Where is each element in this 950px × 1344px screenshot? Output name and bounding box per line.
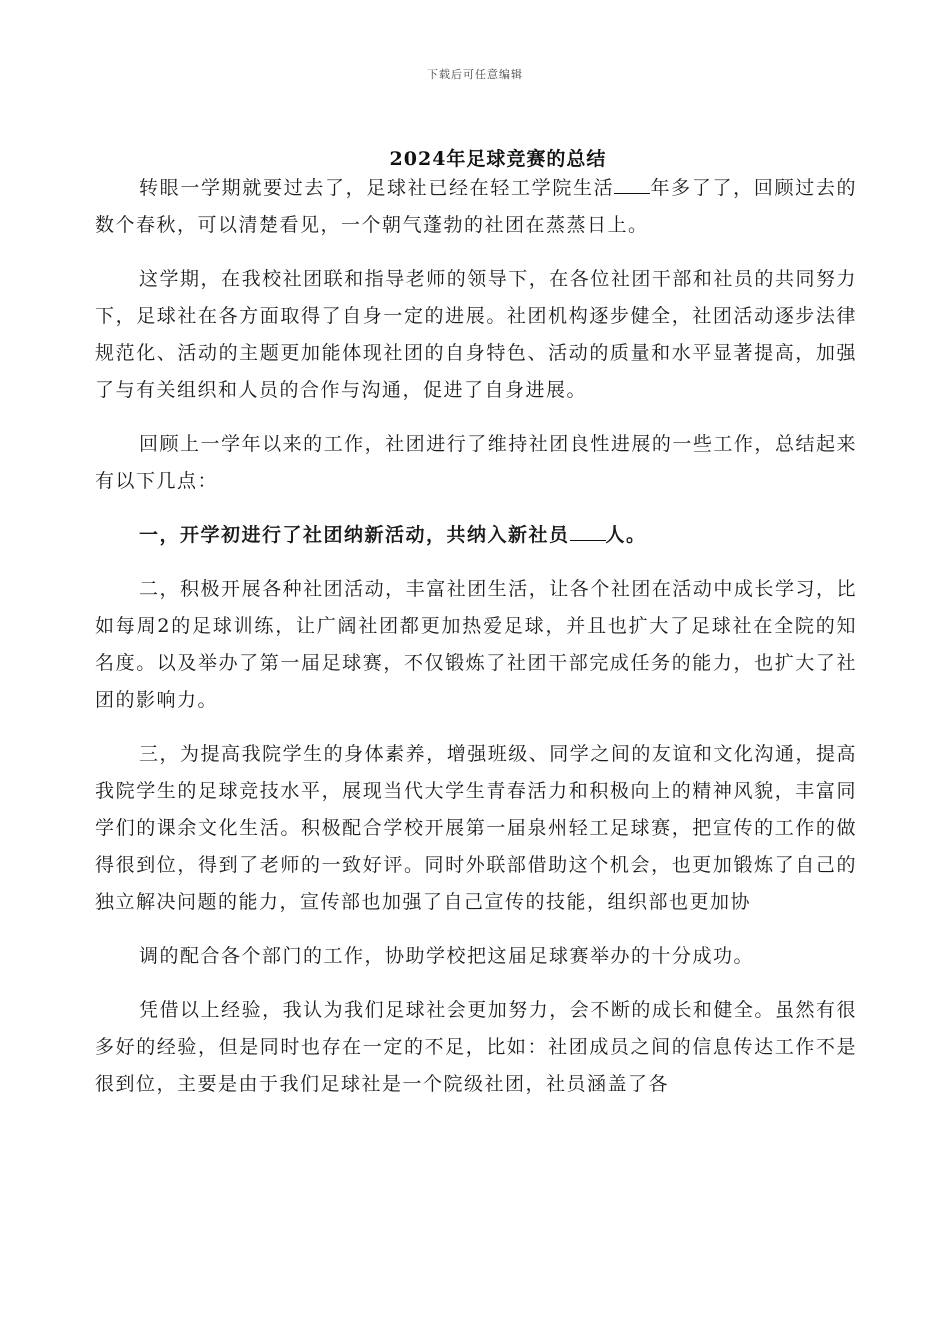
- paragraph-point-one-before: 一，开学初进行了社团纳新活动，共纳入新社员: [139, 524, 570, 546]
- paragraph-review: 回顾上一学年以来的工作，社团进行了维持社团良性进展的一些工作，总结起来有以下几点：: [95, 433, 857, 492]
- paragraph-point-three: 三，为提高我院学生的身体素养，增强班级、同学之间的友谊和文化沟通，提高我院学生的足球竞技水平，展现当代大学生青春活力和积极向上的精神风貌，丰富同学们的课余文化生活。积极配合学校开展第一届泉州轻工足球赛，把宣传的工作的做得很到位，得到了老师的一致好评。同时外联部借助这个机会，也更加锻炼了自己的独立解决问题的能力，宣传部也加强了自己宣传的技能，组织部也更加协: [95, 743, 857, 913]
- fill-in-blank-members: [570, 522, 606, 541]
- paragraph-point-one: [95, 517, 857, 554]
- paragraph-semester: 这学期，在我校社团联和指导老师的领导下，在各位社团干部和社员的共同努力下，足球社在各方面取得了自身一定的进展。社团机构逐步健全，社团活动逐步法律规范化、活动的主题更加能体现社团的自身特色、活动的质量和水平显著提高，加强了与有关组织和人员的合作与沟通，促进了自身进展。: [95, 268, 857, 401]
- paragraph-intro-after: 年多了了，回顾过去的数个春秋，可以清楚看见，一个朝气蓬勃的社团在蒸蒸日上。: [95, 177, 857, 236]
- document-title: 2024年足球竞赛的总结: [389, 148, 607, 170]
- paragraph-experience: 凭借以上经验，我认为我们足球社会更加努力，会不断的成长和健全。虽然有很多好的经验，但是同时也存在一定的不足，比如：社团成员之间的信息传达工作不是很到位，主要是由于我们足球社是一个院级社团，社员涵盖了各: [95, 999, 857, 1095]
- paragraph-intro-before: 转眼一学期就要过去了，足球社已经在轻工学院生活: [139, 177, 615, 199]
- fill-in-blank-years: [614, 175, 650, 194]
- paragraph-point-one-after: 人。: [605, 524, 647, 546]
- paragraph-point-two: 二，积极开展各种社团活动，丰富社团生活，让各个社团在活动中成长学习，比如每周2的足球训练，让广阔社团都更加热爱足球，并且也扩大了足球社在全院的知名度。以及举办了第一届足球赛，不仅锻炼了社团干部完成任务的能力，也扩大了社团的影响力。: [95, 578, 857, 711]
- header-note: 下载后可任意编辑: [427, 68, 523, 81]
- paragraph-intro: [95, 170, 857, 244]
- paragraph-continuation: 调的配合各个部门的工作，协助学校把这届足球赛举办的十分成功。: [139, 945, 755, 967]
- document-body: [95, 170, 857, 1120]
